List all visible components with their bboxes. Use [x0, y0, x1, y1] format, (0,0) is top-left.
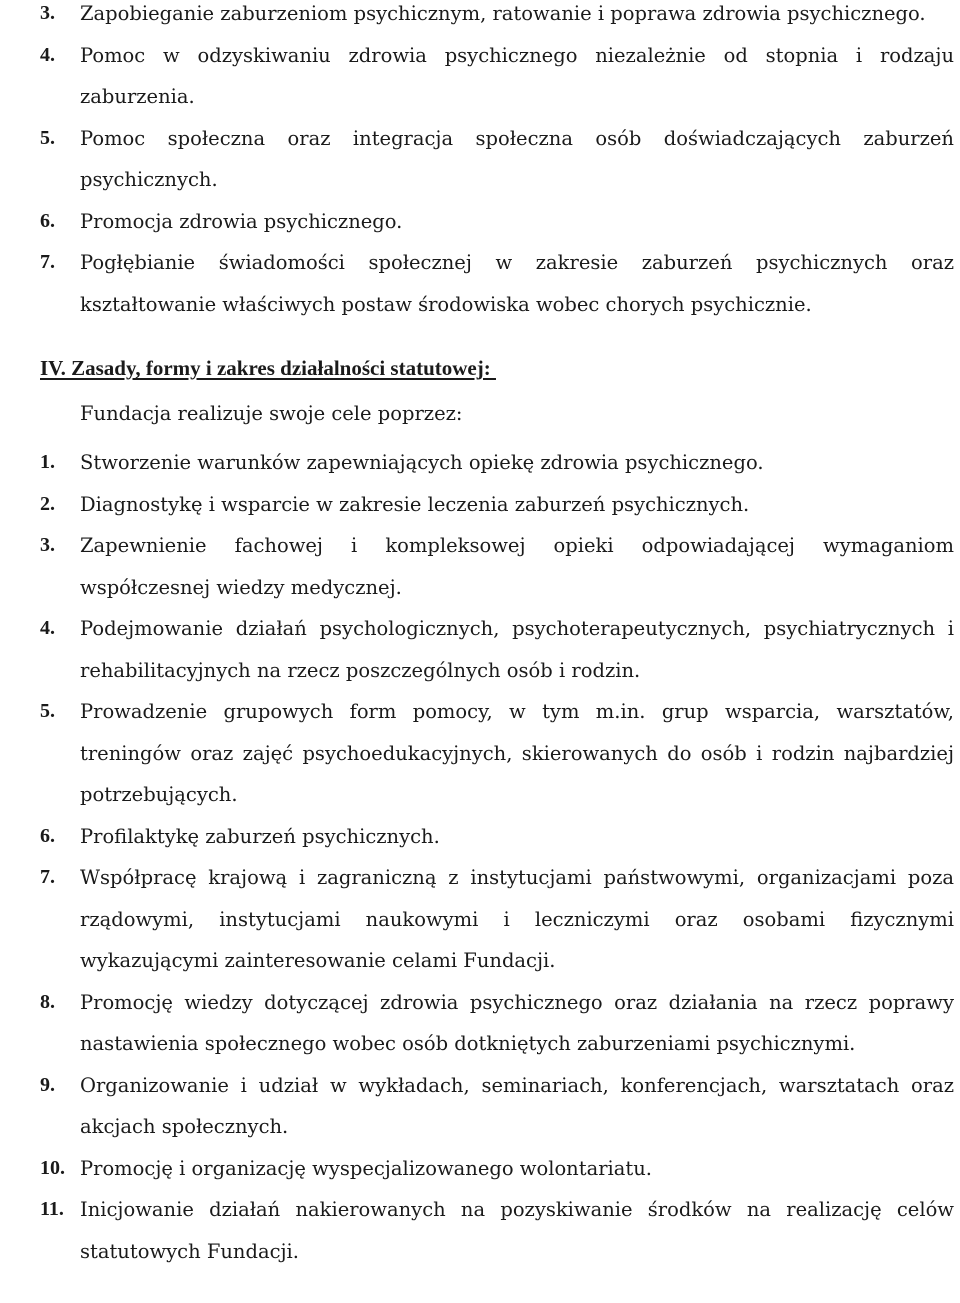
- list-item: [40, 201, 954, 243]
- list-item-text: Promocję i organizację wyspecjalizowanego wolontariatu.: [80, 1156, 652, 1180]
- list-item-text: Pomoc w odzyskiwaniu zdrowia psychicznego niezależnie od stopnia i rodzaju zaburzenia.: [80, 43, 954, 108]
- list-item: [40, 484, 954, 526]
- list-item-text: Promocja zdrowia psychicznego.: [80, 209, 403, 233]
- list-item-text: Profilaktykę zaburzeń psychicznych.: [80, 824, 440, 848]
- list-item-number: 2.: [40, 492, 55, 515]
- list-item-number: 4.: [40, 617, 55, 639]
- list-item: [40, 442, 954, 484]
- list-item: [40, 1189, 954, 1272]
- list-item-text: Stworzenie warunków zapewniających opiekę zdrowia psychicznego.: [80, 451, 764, 474]
- activities-list: [40, 442, 954, 1272]
- list-item-text: Promocję wiedzy dotyczącej zdrowia psychicznego oraz działania na rzecz poprawy nastawienia społecznego wobec osób dotkniętych zaburzeniami psychicznymi.: [80, 990, 954, 1055]
- list-item-number: 11.: [40, 1198, 64, 1220]
- list-item-number: 6.: [40, 824, 55, 847]
- list-item: [40, 691, 954, 816]
- list-item-text: Zapewnienie fachowej i kompleksowej opieki odpowiadającej wymaganiom współczesnej wiedzy medycznej.: [80, 534, 954, 599]
- goals-list-continued: [40, 0, 954, 325]
- list-item: [40, 982, 954, 1065]
- list-item-number: 6.: [40, 209, 55, 232]
- list-item: [40, 35, 954, 118]
- list-item: [40, 525, 954, 608]
- list-item-text: Pogłębianie świadomości społecznej w zakresie zaburzeń psychicznych oraz kształtowanie właściwych postaw środowiska wobec chorych psychicznie.: [80, 251, 954, 316]
- section-heading: IV. Zasady, formy i zakres działalności statutowej:: [40, 356, 496, 380]
- section-intro: Fundacja realizuje swoje cele poprzez:: [80, 402, 463, 425]
- list-item-text: Zapobieganie zaburzeniom psychicznym, ratowanie i poprawa zdrowia psychicznego.: [80, 2, 926, 25]
- list-item-number: 4.: [40, 43, 55, 66]
- list-item: [40, 857, 954, 982]
- list-item-number: 3.: [40, 534, 55, 556]
- list-item-number: 5.: [40, 700, 55, 722]
- list-item-text: Prowadzenie grupowych form pomocy, w tym m.in. grup wsparcia, warsztatów, treningów oraz zajęć psychoedukacyjnych, skierowanych do osób i rodzin najbardziej potrzebujących.: [80, 700, 954, 806]
- list-item: [40, 118, 954, 201]
- list-item-text: Podejmowanie działań psychologicznych, psychoterapeutycznych, psychiatrycznych i rehabilitacyjnych na rzecz poszczególnych osób i rodzin.: [80, 617, 954, 682]
- list-item-number: 3.: [40, 2, 55, 24]
- list-item-text: Diagnostykę i wsparcie w zakresie leczenia zaburzeń psychicznych.: [80, 492, 750, 516]
- list-item: [40, 1065, 954, 1148]
- list-item: [40, 0, 954, 35]
- list-item-text: Pomoc społeczna oraz integracja społeczna osób doświadczających zaburzeń psychicznych.: [80, 126, 954, 191]
- list-item: [40, 242, 954, 325]
- list-item: [40, 816, 954, 858]
- list-item-number: 1.: [40, 451, 55, 473]
- list-item-text: Organizowanie i udział w wykładach, seminariach, konferencjach, warsztatach oraz akcjach społecznych.: [80, 1073, 954, 1138]
- list-item: [40, 1148, 954, 1190]
- list-item: [40, 608, 954, 691]
- list-item-number: 7.: [40, 251, 55, 273]
- list-item-text: Inicjowanie działań nakierowanych na pozyskiwanie środków na realizację celów statutowych Fundacji.: [80, 1198, 954, 1263]
- list-item-text: Współpracę krajową i zagraniczną z instytucjami państwowymi, organizacjami poza rządowymi, instytucjami naukowymi i leczniczymi oraz osobami fizycznymi wykazującymi zainteresowanie celami Fundacji.: [80, 866, 954, 972]
- list-item-number: 7.: [40, 866, 55, 888]
- list-item-number: 8.: [40, 990, 55, 1013]
- list-item-number: 10.: [40, 1156, 65, 1179]
- list-item-number: 5.: [40, 126, 55, 149]
- list-item-number: 9.: [40, 1073, 55, 1096]
